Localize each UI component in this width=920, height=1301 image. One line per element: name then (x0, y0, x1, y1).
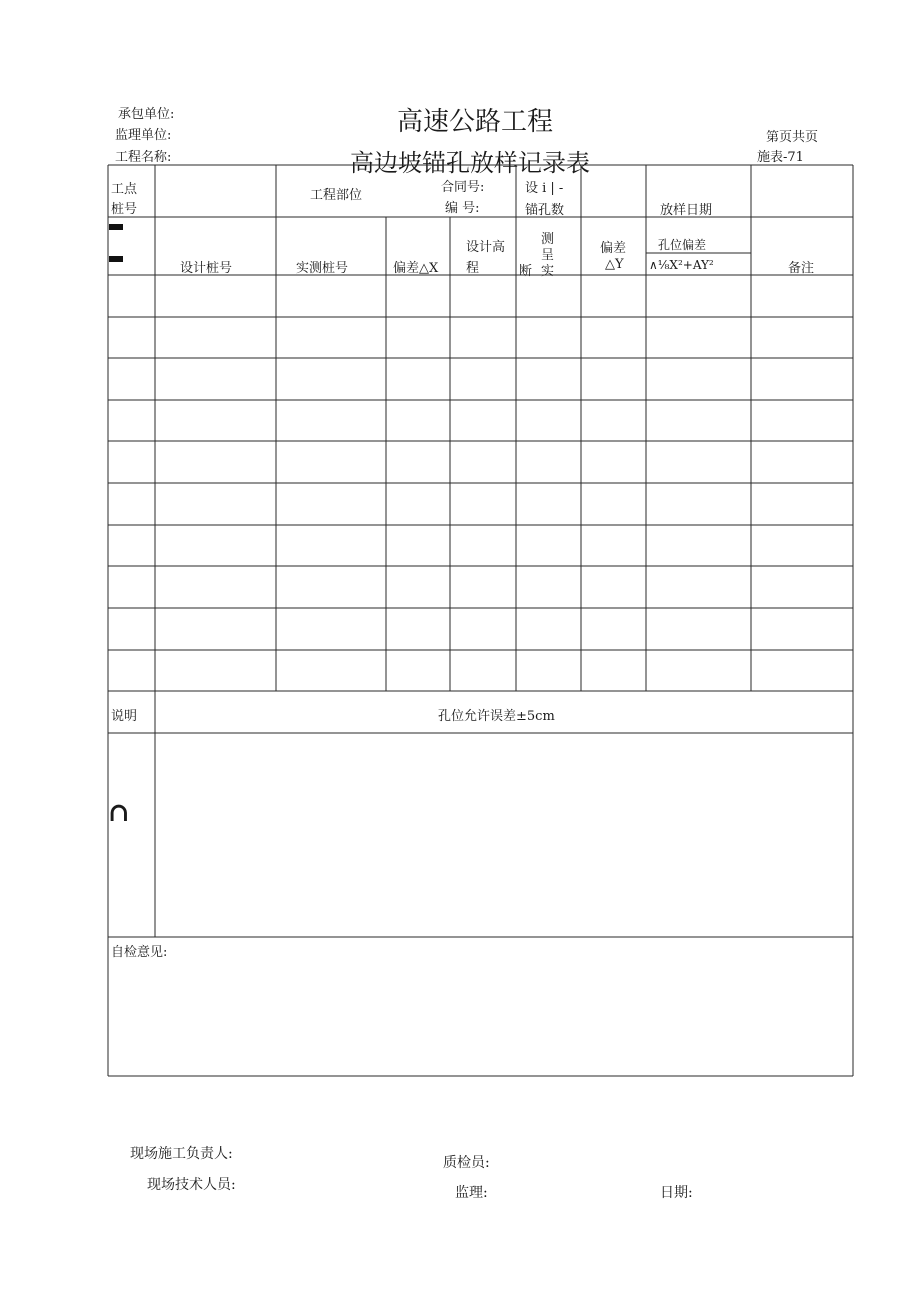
marker-bar-2 (109, 256, 123, 262)
notes-label: 说明 (111, 709, 138, 724)
col-design-elevation-line1: 设计高 (466, 240, 506, 255)
col-measured-char2: 呈 (541, 248, 555, 263)
page-title: 高速公路工程 (397, 107, 554, 137)
col-measured-char3: 断 (519, 264, 533, 279)
col-measured-char4: 实 (541, 264, 555, 279)
col-deviation-y-line2: △Y (605, 257, 624, 272)
inspector-label: 质检员: (443, 1155, 490, 1171)
work-part-label: 工程部位 (310, 188, 363, 203)
stakeout-date-label: 放样日期 (660, 203, 713, 218)
contractor-label: 承包单位: (118, 107, 175, 122)
self-check-label: 自检意见: (111, 945, 168, 960)
col-deviation-x: 偏差△X (393, 261, 439, 276)
marker-bar-1 (109, 224, 123, 230)
date-label: 日期: (660, 1185, 693, 1201)
supervisor-label: 监理: (455, 1185, 488, 1201)
site-tech-label: 现场技术人员: (147, 1177, 236, 1193)
supervisor-unit-label: 监理单位: (115, 128, 172, 143)
page-subtitle: 高边坡锚孔放样记录表 (350, 149, 590, 177)
station-label-line1: 工点 (111, 182, 138, 197)
project-name-label: 工程名称: (115, 150, 172, 165)
col-hole-deviation-formula: ∧⅛X²+AY² (649, 258, 714, 272)
serial-number-label: 编 号: (445, 201, 480, 216)
col-design-elevation-line2: 程 (466, 261, 480, 276)
col-deviation-y-line1: 偏差 (600, 241, 627, 256)
side-mark: ∩ (108, 798, 130, 828)
col-remarks: 备注 (788, 261, 815, 276)
design-label: 设 i | - (525, 181, 564, 196)
site-manager-label: 现场施工负责人: (130, 1146, 233, 1162)
page-info: 第页共页 (766, 130, 819, 145)
contract-number-label: 合同号: (441, 180, 485, 195)
anchor-hole-count-label: 锚孔数 (525, 203, 565, 218)
col-hole-deviation-line1: 孔位偏差 (658, 238, 707, 252)
station-label-line2: 桩号 (111, 202, 138, 217)
col-measured-char1: 测 (541, 232, 555, 247)
notes-text: 孔位允许误差±5cm (438, 709, 555, 724)
col-measured-station: 实测桩号 (296, 261, 349, 276)
col-design-station: 设计桩号 (180, 261, 233, 276)
form-code: 施表-71 (757, 150, 804, 165)
